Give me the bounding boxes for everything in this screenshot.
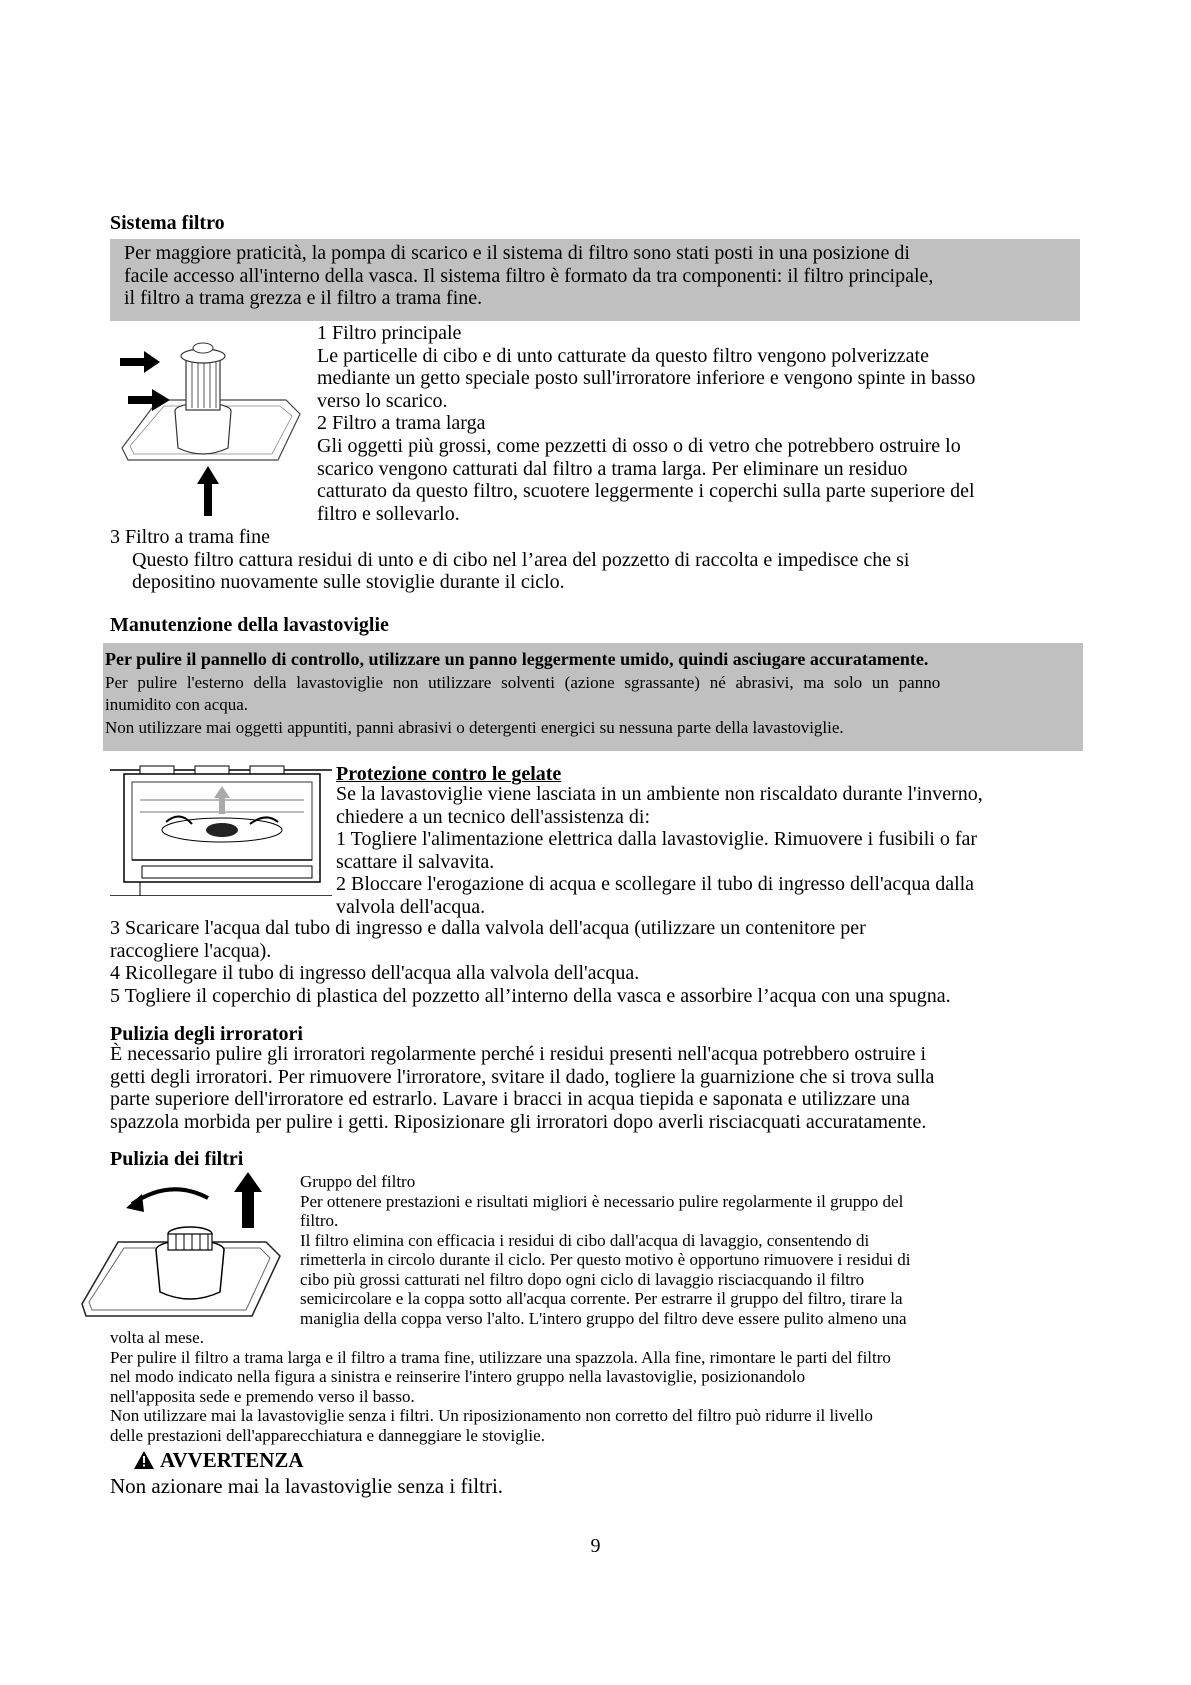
item-text-line: Le particelle di cibo e di unto catturate da questo filtro vengono polverizzate — [317, 344, 929, 367]
item-text-line: Gli oggetti più grossi, come pezzetti di osso o di vetro che potrebbero ostruire lo — [317, 434, 961, 457]
item-text-line: catturato da questo filtro, scuotere leggermente i coperchi sulla parte superiore del — [317, 480, 975, 503]
filter-cup-icon — [80, 1172, 290, 1322]
filter-items-block — [317, 322, 975, 525]
item-text-line: Questo filtro cattura residui di unto e di cibo nel l’area del pozzetto di raccolta e impedisce che si — [132, 548, 910, 571]
item-title-main-filter: 1 Filtro principale — [317, 322, 462, 344]
maintenance-bold-line: Per pulire il pannello di controllo, utilizzare un panno leggermente umido, quindi asciugare accuratamente. — [105, 649, 929, 669]
spray-arms-block — [110, 1043, 934, 1133]
section-heading-spray-arms: Pulizia degli irroratori — [110, 1023, 303, 1045]
dishwasher-interior-icon — [110, 762, 332, 896]
maintenance-line: inumidito con acqua. — [105, 695, 249, 714]
filter-assembly-illustration — [118, 338, 303, 518]
filters-text-line: rimetterla in circolo durante il ciclo. Per questo motivo è opportuno rimuovere i residui di — [300, 1250, 911, 1269]
filters-text-line: Il filtro elimina con efficacia i residui di cibo dall'acqua di lavaggio, consentendo di — [300, 1230, 870, 1250]
page-number: 9 — [590, 1535, 601, 1557]
spray-arms-text-line: parte superiore dell'irroratore ed estrarlo. Lavare i bracci in acqua tiepida e saponata e utilizzare una — [110, 1088, 910, 1111]
filters-text-line: maniglia della coppa verso l'alto. L'intero gruppo del filtro deve essere pulito almeno una — [300, 1308, 907, 1328]
section-heading-filter-system: Sistema filtro — [110, 212, 225, 234]
item-text-line: filtro e sollevarlo. — [317, 502, 460, 525]
filters-text-line: nel modo indicato nella figura a sinistra e reinserire l'intero gruppo nella lavastoviglie, posizionandolo — [110, 1367, 806, 1386]
filters-text-line: semicircolare e la coppa sotto all'acqua corrente. Per estrarre il gruppo del filtro, tirare la — [300, 1289, 903, 1308]
item-text-line: scarico vengono catturati dal filtro a trama larga. Per eliminare un residuo — [317, 457, 908, 480]
filters-right-block — [300, 1172, 910, 1328]
filters-text-line: Per ottenere prestazioni e risultati migliori è necessario pulire regolarmente il gruppo del — [300, 1191, 904, 1211]
filters-text-line: nell'apposita sede e premendo verso il basso. — [110, 1386, 415, 1406]
filter-system-intro-box — [110, 239, 1080, 321]
warning-triangle-icon — [134, 1451, 154, 1469]
frost-text-line: 3 Scaricare l'acqua dal tubo di ingresso e dalla valvola dell'acqua (utilizzare un contenitore per — [110, 917, 866, 939]
frost-text-line: scattare il salvavita. — [336, 850, 495, 873]
filter-cup-illustration — [80, 1172, 290, 1322]
filters-text-line: volta al mese. — [110, 1328, 204, 1347]
warning-heading — [134, 1448, 304, 1472]
filters-text-line: Gruppo del filtro — [300, 1172, 416, 1191]
frost-text-line: valvola dell'acqua. — [336, 895, 486, 918]
intro-line: il filtro a trama grezza e il filtro a trama fine. — [124, 287, 483, 310]
filters-text-line: Non utilizzare mai la lavastoviglie senza i filtri. Un riposizionamento non corretto del filtro può ridurre il livello — [110, 1406, 873, 1425]
item-text-line: verso lo scarico. — [317, 389, 448, 412]
warning-text: Non azionare mai la lavastoviglie senza i filtri. — [110, 1474, 504, 1498]
frost-right-block — [336, 783, 983, 919]
maintenance-line: Per pulire l'esterno della lavastoviglie non utilizzare solventi (azione sgrassante) né abrasivi, ma solo un panno — [105, 673, 941, 692]
dishwasher-illustration — [110, 762, 332, 896]
frost-text-line: Se la lavastoviglie viene lasciata in un ambiente non riscaldato durante l'inverno, — [336, 783, 983, 805]
maintenance-line: Non utilizzare mai oggetti appuntiti, panni abrasivi o detergenti energici su nessuna parte della lavastoviglie. — [105, 718, 844, 737]
intro-line: facile accesso all'interno della vasca. Il sistema filtro è formato da tra componenti: il filtro principale, — [124, 264, 934, 287]
intro-line: Per maggiore praticità, la pompa di scarico e il sistema di filtro sono stati posti in una posizione di — [124, 242, 910, 264]
spray-arms-text-line: spazzola morbida per pulire i getti. Riposizionare gli irroratori dopo averli risciacquati accuratamente. — [110, 1110, 927, 1133]
frost-text-line: 4 Ricollegare il tubo di ingresso dell'acqua alla valvola dell'acqua. — [110, 962, 640, 985]
filters-text-line: Per pulire il filtro a trama larga e il filtro a trama fine, utilizzare una spazzola. Alla fine, rimontare le parti del filtro — [110, 1347, 891, 1367]
frost-text-line: 5 Togliere il coperchio di plastica del pozzetto all’interno della vasca e assorbire l’acqua con una spugna. — [110, 984, 951, 1007]
filter-assembly-icon — [118, 338, 303, 518]
frost-text-line: 1 Togliere l'alimentazione elettrica dalla lavastoviglie. Rimuovere i fusibili o far — [336, 828, 978, 851]
frost-text-line: 2 Bloccare l'erogazione di acqua e scollegare il tubo di ingresso dell'acqua dalla — [336, 873, 975, 896]
item-text-line: mediante un getto speciale posto sull'irroratore inferiore e vengono spinte in basso — [317, 367, 976, 390]
item-title-fine-filter: 3 Filtro a trama fine — [110, 526, 270, 548]
frost-text-line: chiedere a un tecnico dell'assistenza di: — [336, 805, 651, 828]
item-title-coarse-filter: 2 Filtro a trama larga — [317, 412, 486, 435]
section-heading-frost: Protezione contro le gelate — [336, 763, 562, 785]
filters-text-line: cibo più grossi catturati nel filtro dopo ogni ciclo di lavaggio risciacquando il filtro — [300, 1269, 865, 1289]
filters-text-line: filtro. — [300, 1211, 339, 1230]
filters-text-line: delle prestazioni dell'apparecchiatura e danneggiare le stoviglie. — [110, 1425, 545, 1445]
fine-filter-block — [110, 526, 909, 594]
maintenance-box — [103, 643, 1083, 751]
spray-arms-text-line: getti degli irroratori. Per rimuovere l'irroratore, svitare il dado, togliere la guarnizione che si trova sulla — [110, 1065, 935, 1088]
frost-full-block — [110, 917, 951, 1007]
item-text-line: depositino nuovamente sulle stoviglie durante il ciclo. — [132, 571, 565, 594]
frost-text-line: raccogliere l'acqua). — [110, 939, 272, 962]
section-heading-filters: Pulizia dei filtri — [110, 1148, 244, 1170]
warning-title: AVVERTENZA — [160, 1447, 304, 1472]
filters-full-block — [110, 1328, 891, 1445]
spray-arms-text-line: È necessario pulire gli irroratori regolarmente perché i residui presenti nell'acqua potrebbero ostruire i — [110, 1043, 927, 1065]
section-heading-maintenance: Manutenzione della lavastoviglie — [110, 614, 389, 636]
